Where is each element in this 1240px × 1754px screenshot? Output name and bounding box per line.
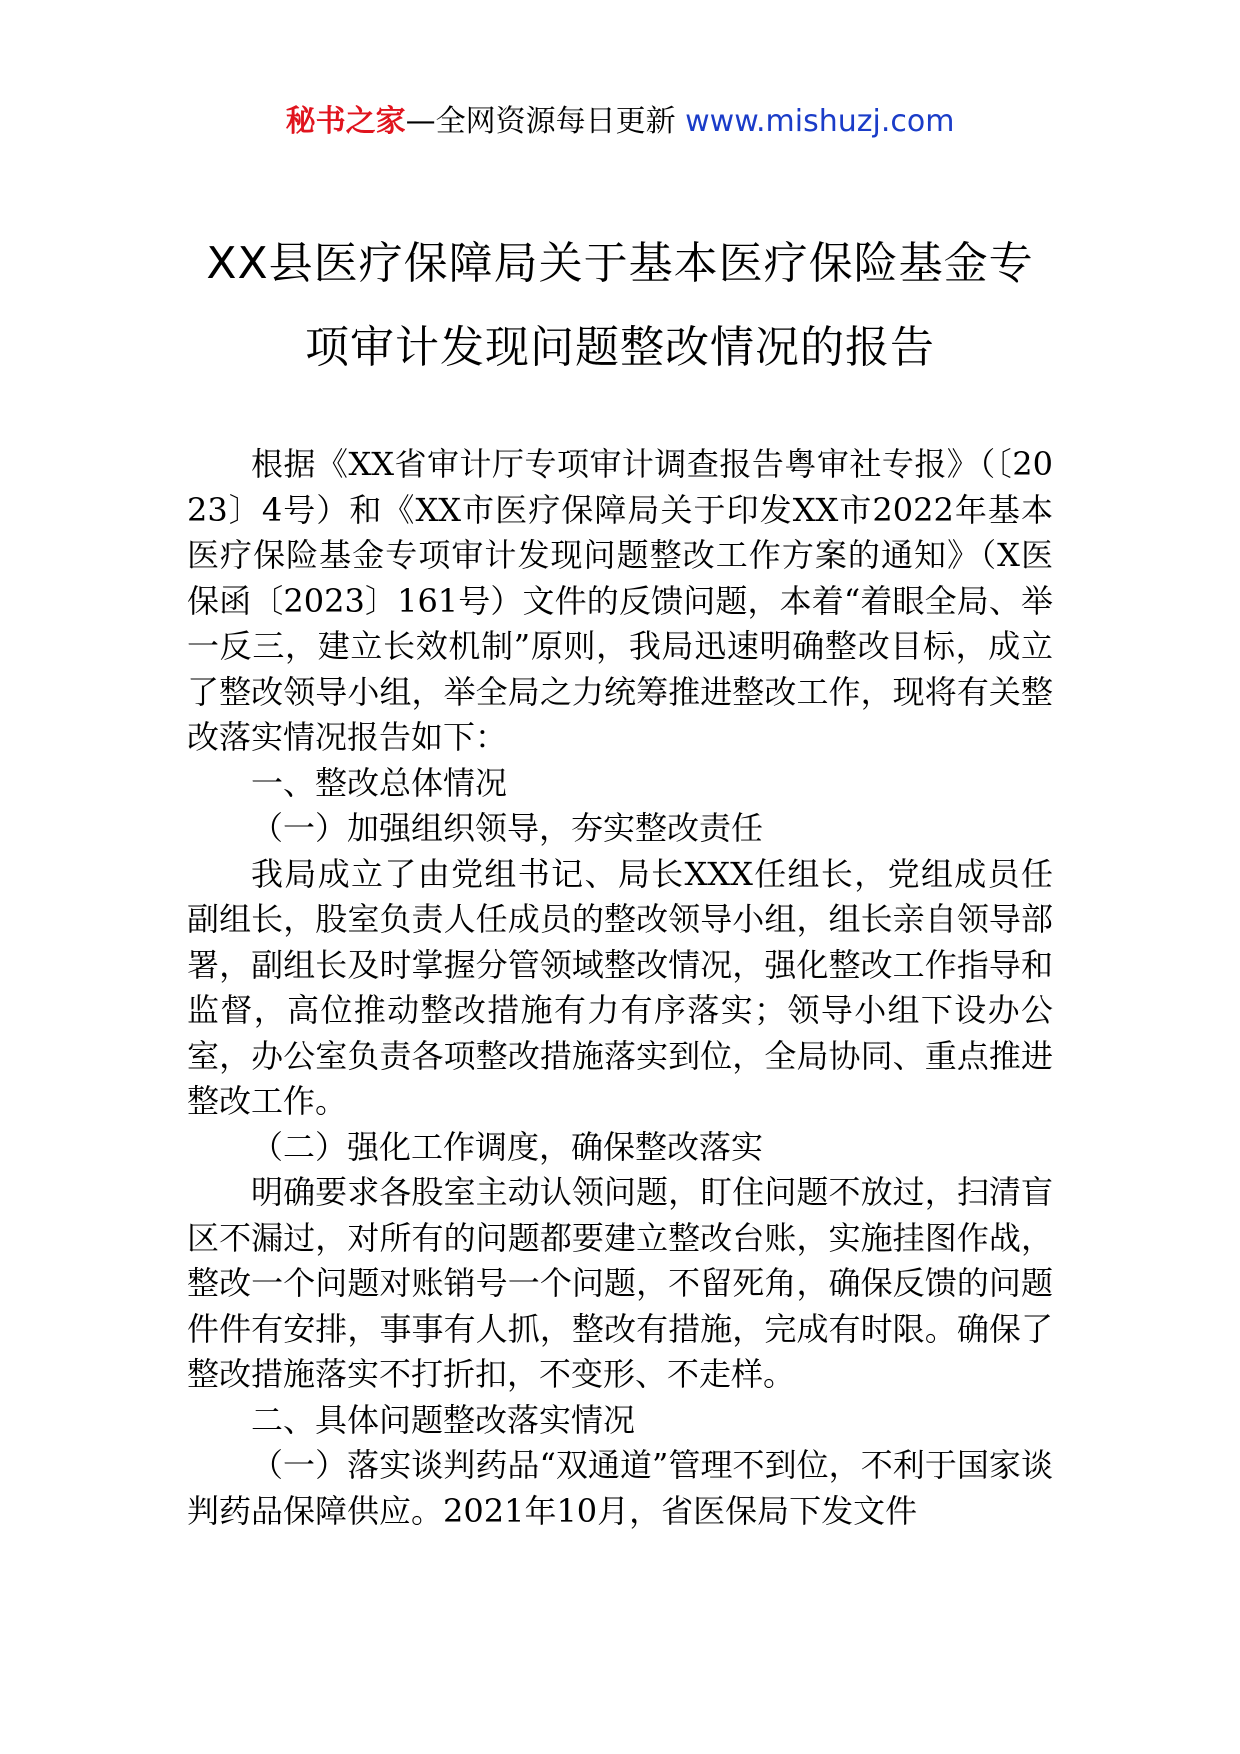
document-body xyxy=(187,442,1053,1534)
body-paragraph: 明确要求各股室主动认领问题，盯住问题不放过，扫清盲区不漏过，对所有的问题都要建立整改台账，实施挂图作战，整改一个问题对账销号一个问题，不留死角，确保反馈的问题件件有安排，事事有人抓，整改有措施，完成有时限。确保了整改措施落实不打折扣，不变形、不走样。 xyxy=(187,1173,1053,1393)
document-title-line-1: XX县医疗保障局关于基本医疗保险基金专 xyxy=(206,238,1034,289)
section-heading-1: 一、整改总体情况 xyxy=(251,763,508,802)
brand-name: 秘书之家 xyxy=(285,104,406,139)
header-tagline: —全网资源每日更新 xyxy=(405,104,676,139)
section-heading-2: 二、具体问题整改落实情况 xyxy=(251,1400,636,1439)
body-paragraph: （一）落实谈判药品“双通道”管理不到位，不利于国家谈判药品保障供应。2021年10月，省医保局下发文件 xyxy=(187,1446,1053,1530)
intro-paragraph: 根据《XX省审计厅专项审计调查报告粤审社专报》（〔2023〕4号）和《XX市医疗保障局关于印发XX市2022年基本医疗保险基金专项审计发现问题整改工作方案的通知》（X医保函〔2023〕161号）文件的反馈问题，本着“着眼全局、举一反三，建立长效机制”原则，我局迅速明确整改目标，成立了整改领导小组，举全局之力统筹推进整改工作，现将有关整改落实情况报告如下： xyxy=(187,445,1053,756)
site-url-link[interactable]: www.mishuzj.com xyxy=(685,104,955,139)
body-paragraph: 我局成立了由党组书记、局长XXX任组长，党组成员任副组长，股室负责人任成员的整改领导小组，组长亲自领导部署，副组长及时掌握分管领域整改情况，强化整改工作指导和监督，高位推动整改措施有力有序落实；领导小组下设办公室，办公室负责各项整改措施落实到位，全局协同、重点推进整改工作。 xyxy=(187,854,1053,1120)
subsection-heading-1-2: （二）强化工作调度，确保整改落实 xyxy=(251,1127,764,1166)
document-title-line-2: 项审计发现问题整改情况的报告 xyxy=(305,322,935,373)
subsection-heading-1-1: （一）加强组织领导，夯实整改责任 xyxy=(251,809,764,847)
site-header xyxy=(0,102,1240,142)
